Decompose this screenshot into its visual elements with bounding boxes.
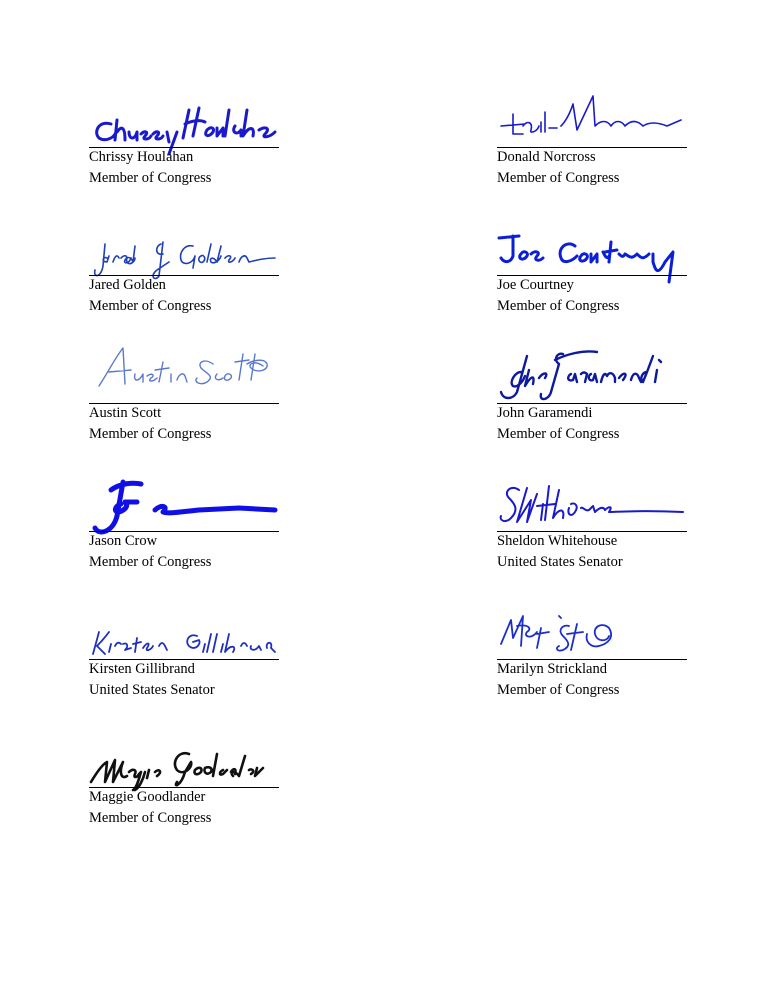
signatory-title: Member of Congress (497, 426, 620, 442)
signature-line (89, 275, 279, 276)
signatory-name: Donald Norcross (497, 149, 596, 165)
signature-stroke (91, 753, 263, 790)
signatory-title: United States Senator (89, 682, 215, 698)
signatory-title: Member of Congress (89, 426, 212, 442)
handwritten-signature (89, 340, 279, 400)
signature-line (497, 147, 687, 148)
signature-stroke (501, 616, 611, 651)
signatory-name: Jared Golden (89, 277, 166, 293)
signatory-title: Member of Congress (89, 298, 212, 314)
handwritten-signature (497, 606, 687, 666)
handwritten-signature (497, 342, 687, 402)
handwritten-signature (497, 472, 687, 532)
signatory-title: Member of Congress (89, 554, 212, 570)
signatory-name: Jason Crow (89, 533, 158, 549)
signature-stroke (99, 348, 267, 386)
signature-stroke (95, 482, 275, 532)
signatory-name: Kirsten Gillibrand (89, 661, 195, 677)
handwritten-signature (89, 606, 279, 666)
handwritten-signature (89, 732, 279, 792)
signature-line (497, 403, 687, 404)
handwritten-signature (497, 222, 687, 282)
signature-line (89, 147, 279, 148)
signatory-name: Joe Courtney (497, 277, 574, 293)
signatory-name: Sheldon Whitehouse (497, 533, 618, 549)
signatory-title: Member of Congress (497, 170, 620, 186)
signatory-name: Austin Scott (89, 405, 162, 421)
signature-line (89, 531, 279, 532)
signature-line (89, 787, 279, 788)
signature-stroke (501, 486, 683, 522)
signatory-title: Member of Congress (497, 298, 620, 314)
handwritten-signature (89, 472, 279, 532)
handwritten-signature (89, 222, 279, 282)
signatory-title: Member of Congress (497, 682, 620, 698)
signature-stroke (93, 632, 275, 654)
signature-stroke (501, 96, 681, 134)
signatory-name: Maggie Goodlander (89, 789, 206, 805)
signature-line (497, 275, 687, 276)
signature-stroke (501, 351, 661, 399)
signatory-title: United States Senator (497, 554, 623, 570)
signatory-name: John Garamendi (497, 405, 593, 421)
signature-line (497, 531, 687, 532)
signatory-name: Marilyn Strickland (497, 661, 607, 677)
signature-line (89, 403, 279, 404)
handwritten-signature (497, 90, 687, 150)
signature-line (497, 659, 687, 660)
signatory-name: Chrissy Houlahan (89, 149, 194, 165)
signature-line (89, 659, 279, 660)
signatory-title: Member of Congress (89, 810, 212, 826)
signatory-title: Member of Congress (89, 170, 212, 186)
signature-stroke (95, 242, 275, 278)
